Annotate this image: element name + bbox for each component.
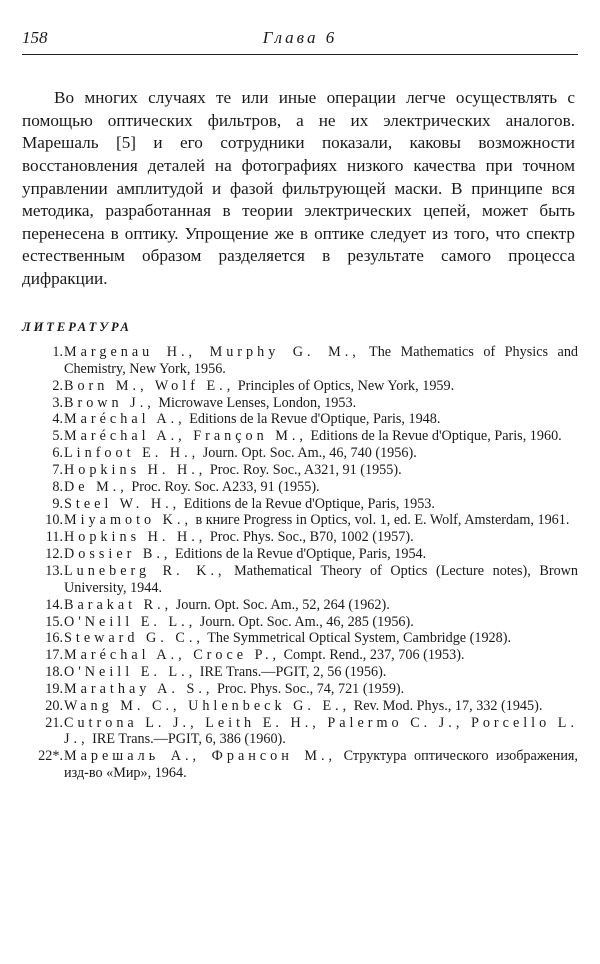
reference-item xyxy=(22,529,578,546)
reference-author: Barakat R., xyxy=(64,596,173,613)
reference-item xyxy=(22,462,578,479)
reference-author: Miyamoto K., xyxy=(64,512,192,529)
reference-item xyxy=(22,563,578,597)
reference-text: Proc. Roy. Soc. A233, 91 (1955). xyxy=(127,478,320,495)
reference-author: O'Neill E. L., xyxy=(64,664,197,681)
reference-text: Editions de la Revue d'Optique, Paris, 1960. xyxy=(306,428,562,445)
page-number: 158 xyxy=(22,28,48,47)
reference-item xyxy=(22,395,578,412)
reference-text: The Symmetrical Optical System, Cambridge (1928). xyxy=(203,630,512,647)
reference-number: 22*. xyxy=(38,748,63,765)
reference-number: 13. xyxy=(45,562,63,579)
reference-number: 19. xyxy=(45,680,63,697)
reference-number: 1. xyxy=(52,344,63,360)
reference-number: 20. xyxy=(45,697,63,714)
reference-number: 16. xyxy=(45,630,63,647)
reference-item xyxy=(22,445,578,462)
reference-text: Microwave Lenses, London, 1953. xyxy=(154,394,357,411)
reference-item xyxy=(22,647,578,664)
reference-number: 14. xyxy=(45,596,63,613)
reference-author: Marathay A. S., xyxy=(64,680,214,697)
reference-text: Editions de la Revue d'Optique, Paris, 1948. xyxy=(185,411,441,428)
reference-number: 7. xyxy=(52,461,63,478)
reference-text: Principles of Optics, New York, 1959. xyxy=(234,377,455,394)
reference-number: 5. xyxy=(52,428,63,445)
reference-number: 6. xyxy=(52,445,63,462)
reference-author: Margenau H., Murphy G. M., xyxy=(64,344,360,360)
reference-text: в книге Progress in Optics, vol. 1, ed. E. Wolf, Amsterdam, 1961. xyxy=(192,512,570,529)
references-heading: ЛИТЕРАТУРА xyxy=(22,320,132,334)
reference-author: Brown J., xyxy=(64,394,155,411)
reference-number: 3. xyxy=(52,394,63,411)
reference-text: IRE Trans.—PGIT, 6, 386 (1960). xyxy=(88,731,286,748)
reference-number: 10. xyxy=(45,512,63,529)
reference-text: Journ. Opt. Soc. Am., 46, 285 (1956). xyxy=(196,613,414,630)
reference-number: 15. xyxy=(45,613,63,630)
reference-item xyxy=(22,496,578,513)
reference-text: Mathematical Theory of Optics (Lecture notes), Brown University, 1944. xyxy=(64,562,579,596)
running-head xyxy=(22,28,578,55)
references-list xyxy=(22,344,578,782)
reference-author: Wang M. C., Uhlenbeck G. E., xyxy=(64,697,351,714)
reference-author: Born M., Wolf E., xyxy=(64,377,235,394)
reference-item xyxy=(22,748,578,782)
reference-number: 17. xyxy=(45,647,63,664)
reference-text: Journ. Opt. Soc. Am., 52, 264 (1962). xyxy=(172,596,390,613)
reference-text: Структура оптического изображения, изд-во «Мир», 1964. xyxy=(64,748,578,782)
reference-text: Proc. Phys. Soc., B70, 1002 (1957). xyxy=(206,529,414,546)
reference-item xyxy=(22,664,578,681)
reference-text: Rev. Mod. Phys., 17, 332 (1945). xyxy=(350,697,543,714)
reference-number: 9. xyxy=(52,495,63,512)
reference-author: Hopkins H. H., xyxy=(64,461,207,478)
reference-item xyxy=(22,681,578,698)
reference-author: Dossier B., xyxy=(64,546,172,563)
reference-number: 4. xyxy=(52,411,63,428)
reference-text: Journ. Opt. Soc. Am., 46, 740 (1956). xyxy=(199,445,417,462)
reference-item xyxy=(22,411,578,428)
reference-text: Proc. Phys. Soc., 74, 721 (1959). xyxy=(213,680,405,697)
reference-number: 21. xyxy=(45,714,63,731)
reference-item xyxy=(22,614,578,631)
reference-item xyxy=(22,546,578,563)
reference-text: The Mathematics of Physics and Chemistry, New York, 1956. xyxy=(64,344,579,377)
reference-author: Luneberg R. K., xyxy=(64,562,226,579)
reference-number: 18. xyxy=(45,664,63,681)
reference-author: O'Neill E. L., xyxy=(64,613,197,630)
reference-item xyxy=(22,378,578,395)
reference-author: Hopkins H. H., xyxy=(64,529,207,546)
reference-number: 11. xyxy=(45,529,63,546)
reference-text: IRE Trans.—PGIT, 2, 56 (1956). xyxy=(196,664,387,681)
reference-item xyxy=(22,630,578,647)
reference-item xyxy=(22,479,578,496)
reference-author: De M., xyxy=(64,478,128,495)
reference-author: Maréchal A., Croce P., xyxy=(64,647,281,664)
reference-author: Steel W. H., xyxy=(64,495,181,512)
body-paragraph: Во многих случаях те или иные операции легче осуществлять с помощью оптических фильтров, а не их электрических аналогов. Марешаль [5] и его сотрудники показали, каковы возможности восстановления деталей на фотографиях низкого качества при точном управлении амплитудой и фазой фильтрующей маски. В принципе вся методика, разработанная в теории электрических цепей, может быть перенесена в оптику. Упрощение же в оптике следует из того, что спектр естественным образом разделяется в результате самого процесса дифракции. xyxy=(22,88,575,288)
reference-item xyxy=(22,428,578,445)
reference-item xyxy=(22,698,578,715)
reference-item xyxy=(22,597,578,614)
reference-author: Linfoot E. H., xyxy=(64,445,200,462)
reference-text: Compt. Rend., 237, 706 (1953). xyxy=(280,647,465,664)
reference-author: Steward G. C., xyxy=(64,630,204,647)
reference-number: 2. xyxy=(52,377,63,394)
reference-text: Editions de la Revue d'Optique, Paris, 1953. xyxy=(180,495,435,512)
reference-author: Марешаль А., Франсон М., xyxy=(64,748,337,765)
reference-item xyxy=(22,715,578,749)
chapter-title: Глава 6 xyxy=(262,28,338,47)
reference-number: 8. xyxy=(52,478,63,495)
reference-text: Proc. Roy. Soc., A321, 91 (1955). xyxy=(206,461,402,478)
reference-author: Maréchal A., Françon M., xyxy=(64,428,307,445)
reference-text: Editions de la Revue d'Optique, Paris, 1954. xyxy=(171,546,427,563)
reference-number: 12. xyxy=(45,546,63,563)
reference-item xyxy=(22,512,578,529)
reference-author: Cutrona L. J., Leith E. H., Palermo C. J., Porcello L. J., xyxy=(64,714,578,748)
reference-item xyxy=(22,344,578,378)
reference-author: Maréchal A., xyxy=(64,411,186,428)
